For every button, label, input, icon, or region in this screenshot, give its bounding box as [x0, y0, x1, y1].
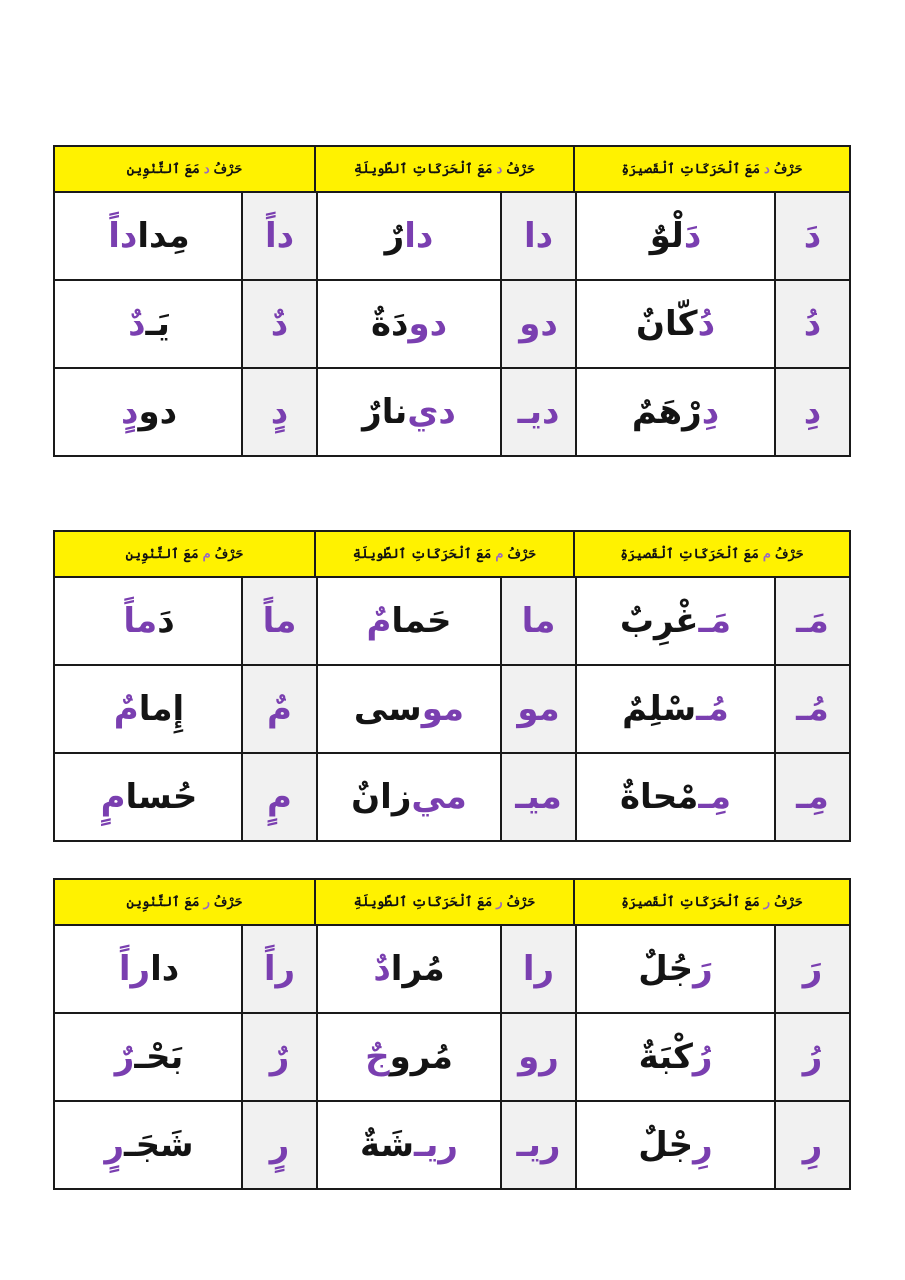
short-vowel-word: [575, 369, 774, 455]
short-vowel-syllable: دُ: [774, 281, 849, 367]
long-vowel-syllable: ديـ: [500, 369, 575, 455]
tanween-word: [57, 369, 241, 455]
short-vowel-syllable: دَ: [774, 193, 849, 279]
long-vowel-word: [316, 281, 500, 367]
letter-meem-table: [53, 530, 851, 842]
word-part-b: رٌ: [384, 216, 405, 256]
word-part-a: مُـ: [696, 689, 729, 729]
header-suffix: مَعَ ٱلْحَرَكَاتِ ٱلْقَصيرَةِ: [621, 894, 760, 910]
short-vowel-word: [575, 666, 774, 752]
word-part-a: رِ: [693, 1125, 713, 1165]
table-row: [55, 193, 849, 281]
tanween-word: [57, 1102, 241, 1188]
header-suffix: مَعَ ٱلتَّنْوِين: [126, 894, 200, 910]
column-header: [573, 880, 849, 924]
table-row: [55, 578, 849, 666]
table-row: [55, 1014, 849, 1102]
long-vowel-word: [316, 1014, 500, 1100]
word-part-b: لْوٌ: [649, 216, 684, 256]
header-letter: م: [202, 546, 211, 562]
word-part-a: ريـ: [414, 1125, 459, 1165]
tanween-word: [57, 281, 241, 367]
word-part-b: زانٌ: [351, 777, 412, 817]
long-vowel-word: [316, 926, 500, 1012]
word-part-a: دُ: [697, 304, 716, 344]
word-part-b: غْرِبٌ: [619, 601, 699, 641]
word-part-a: دَ: [157, 601, 175, 641]
short-vowel-syllable: مِـ: [774, 754, 849, 840]
header-prefix: حَرْفُ: [506, 161, 536, 177]
long-vowel-syllable: رو: [500, 1014, 575, 1100]
header-letter: د: [496, 161, 503, 177]
word-part-b: دٌ: [373, 949, 391, 989]
word-part-b: رْهَمٌ: [631, 392, 702, 432]
word-part-b: رٌ: [114, 1037, 135, 1077]
long-vowel-syllable: را: [500, 926, 575, 1012]
tanween-syllable: مٍ: [241, 754, 316, 840]
short-vowel-syllable: دِ: [774, 369, 849, 455]
word-part-a: بَحْـ: [134, 1037, 184, 1077]
word-part-a: رُ: [692, 1037, 713, 1077]
letter-dal-table: [53, 145, 851, 457]
header-letter: د: [203, 161, 210, 177]
short-vowel-word: [575, 1014, 774, 1100]
column-header: [55, 147, 314, 191]
tanween-syllable: راً: [241, 926, 316, 1012]
word-part-b: راً: [118, 949, 151, 989]
word-part-a: دا: [150, 949, 180, 989]
long-vowel-word: [316, 754, 500, 840]
tanween-word: [57, 193, 241, 279]
word-part-b: مْحاةٌ: [619, 777, 699, 817]
long-vowel-word: [316, 369, 500, 455]
long-vowel-word: [316, 578, 500, 664]
tanween-syllable: مٌ: [241, 666, 316, 752]
header-prefix: حَرْفُ: [213, 894, 243, 910]
word-part-b: دٌ: [128, 304, 146, 344]
tanween-syllable: رٌ: [241, 1014, 316, 1100]
header-letter: ر: [496, 894, 503, 910]
short-vowel-syllable: رَ: [774, 926, 849, 1012]
header-letter: د: [764, 161, 770, 177]
header-suffix: مَعَ ٱلْحَرَكَاتِ ٱلطَّويلَةِ: [352, 546, 492, 562]
tanween-syllable: دٍ: [241, 369, 316, 455]
short-vowel-syllable: رِ: [774, 1102, 849, 1188]
table-header-row: [55, 147, 849, 193]
header-prefix: حَرْفُ: [773, 161, 803, 177]
tanween-word: [57, 926, 241, 1012]
header-suffix: مَعَ ٱلْحَرَكَاتِ ٱلْقَصيرَةِ: [620, 546, 759, 562]
long-vowel-syllable: ريـ: [500, 1102, 575, 1188]
tanween-syllable: دٌ: [241, 281, 316, 367]
word-part-a: مُرو: [389, 1037, 453, 1077]
header-suffix: مَعَ ٱلتَّنْوِين: [126, 161, 200, 177]
header-letter: ر: [763, 894, 771, 910]
table-row: [55, 281, 849, 369]
word-part-a: حُسا: [125, 777, 198, 817]
long-vowel-word: [316, 193, 500, 279]
column-header: [314, 880, 573, 924]
word-part-a: إِما: [138, 689, 185, 729]
table-row: [55, 369, 849, 455]
tanween-word: [57, 578, 241, 664]
header-suffix: مَعَ ٱلتَّنْوِين: [125, 546, 199, 562]
letter-ra-table: [53, 878, 851, 1190]
short-vowel-syllable: مَـ: [774, 578, 849, 664]
long-vowel-word: [316, 1102, 500, 1188]
long-vowel-syllable: ميـ: [500, 754, 575, 840]
word-part-b: جُلٌ: [638, 949, 694, 989]
word-part-b: دَةٌ: [370, 304, 409, 344]
word-part-b: ماً: [123, 601, 158, 641]
short-vowel-word: [575, 926, 774, 1012]
word-part-b: رٍ: [104, 1125, 125, 1165]
short-vowel-word: [575, 578, 774, 664]
word-part-a: مِدا: [137, 216, 190, 256]
word-part-b: كْبَةٌ: [638, 1037, 693, 1077]
word-part-b: نارٌ: [362, 392, 408, 432]
column-header: [573, 532, 849, 576]
table-row: [55, 754, 849, 840]
column-header: [55, 880, 314, 924]
long-vowel-word: [316, 666, 500, 752]
header-suffix: مَعَ ٱلْحَرَكَاتِ ٱلْقَصيرَةِ: [621, 161, 761, 177]
short-vowel-word: [575, 754, 774, 840]
word-part-a: دا: [404, 216, 434, 256]
word-part-b: مٌ: [366, 601, 392, 641]
word-part-a: دَ: [683, 216, 702, 256]
word-part-a: دو: [408, 304, 448, 344]
header-prefix: حَرْفُ: [214, 546, 244, 562]
short-vowel-syllable: رُ: [774, 1014, 849, 1100]
word-part-a: رَ: [693, 949, 713, 989]
header-prefix: حَرْفُ: [213, 161, 243, 177]
column-header: [55, 532, 314, 576]
table-row: [55, 1102, 849, 1188]
word-part-a: حَما: [391, 601, 452, 641]
column-header: [314, 147, 573, 191]
word-part-a: شَجَـ: [124, 1125, 194, 1165]
long-vowel-syllable: مو: [500, 666, 575, 752]
long-vowel-syllable: ما: [500, 578, 575, 664]
word-part-b: شَةٌ: [359, 1125, 415, 1165]
word-part-b: سْلِمٌ: [622, 689, 697, 729]
header-letter: م: [495, 546, 504, 562]
header-prefix: حَرْفُ: [506, 894, 536, 910]
word-part-a: مِـ: [698, 777, 732, 817]
header-prefix: حَرْفُ: [507, 546, 537, 562]
word-part-b: دٍ: [120, 392, 139, 432]
word-part-a: مو: [421, 689, 465, 729]
word-part-b: مٍ: [100, 777, 126, 817]
word-part-b: داً: [108, 216, 138, 256]
word-part-a: دي: [407, 392, 456, 432]
column-header: [314, 532, 573, 576]
tanween-word: [57, 666, 241, 752]
word-part-b: كّانٌ: [636, 304, 698, 344]
word-part-b: مٌ: [113, 689, 139, 729]
word-part-b: جْلٌ: [638, 1125, 694, 1165]
long-vowel-syllable: دو: [500, 281, 575, 367]
short-vowel-word: [575, 193, 774, 279]
tanween-word: [57, 1014, 241, 1100]
header-prefix: حَرْفُ: [774, 546, 804, 562]
header-letter: ر: [203, 894, 210, 910]
long-vowel-syllable: دا: [500, 193, 575, 279]
word-part-a: مَـ: [698, 601, 732, 641]
word-part-a: مي: [411, 777, 467, 817]
word-part-b: سى: [353, 689, 422, 729]
short-vowel-word: [575, 281, 774, 367]
header-prefix: حَرْفُ: [774, 894, 803, 910]
tanween-syllable: داً: [241, 193, 316, 279]
word-part-a: يَـ: [145, 304, 170, 344]
word-part-a: دِ: [701, 392, 720, 432]
tanween-syllable: رٍ: [241, 1102, 316, 1188]
word-part-a: مُرا: [390, 949, 445, 989]
column-header: [573, 147, 849, 191]
word-part-a: دو: [138, 392, 178, 432]
table-header-row: [55, 880, 849, 926]
tanween-syllable: ماً: [241, 578, 316, 664]
tanween-word: [57, 754, 241, 840]
header-letter: م: [762, 546, 771, 562]
table-header-row: [55, 532, 849, 578]
header-suffix: مَعَ ٱلْحَرَكَاتِ ٱلطَّويلَةِ: [353, 161, 493, 177]
word-part-b: جٌ: [365, 1037, 390, 1077]
table-row: [55, 926, 849, 1014]
header-suffix: مَعَ ٱلْحَرَكَاتِ ٱلطَّويلَةِ: [353, 894, 493, 910]
short-vowel-word: [575, 1102, 774, 1188]
table-row: [55, 666, 849, 754]
short-vowel-syllable: مُـ: [774, 666, 849, 752]
